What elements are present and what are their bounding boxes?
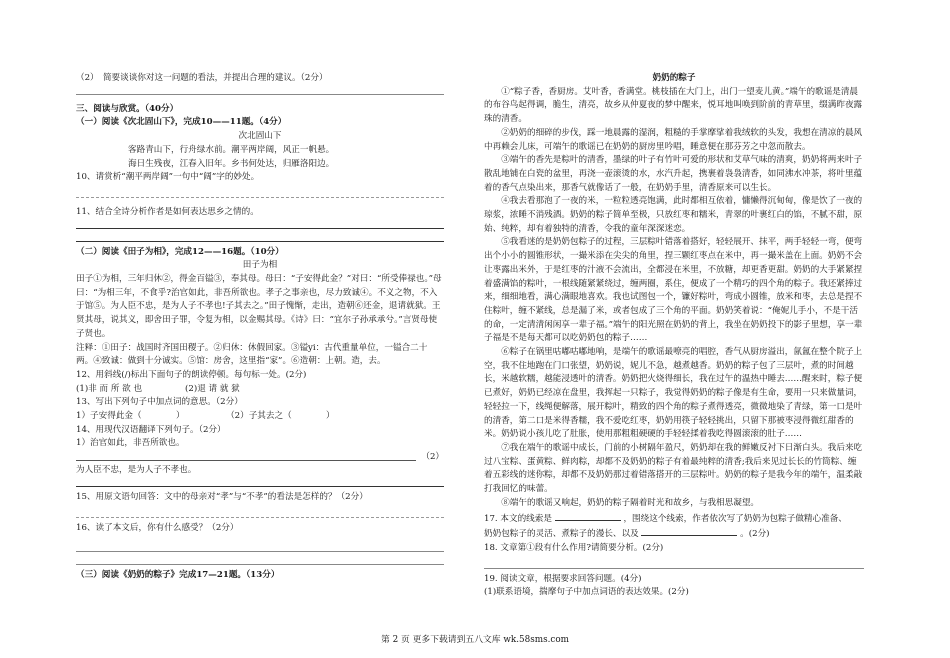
poem-line-2: 海日生残夜，江春入旧年。乡书何处达，归雁洛阳边。 [128,158,335,169]
passage-para-1: ①“粽子香，香厨房。艾叶香，香满堂。桃枝插在大门上，出门一望麦儿黄。”端午的歌谣是清晨的布谷鸟起得调，脆生，清亮，故乡从仲夏夜的梦中醒来，悦耳地叫唤到阶前的青草里，缀满昨夜露珠的清香。 [484,86,863,125]
question-17-text: 17. 本文的线索是 [484,513,552,524]
answer-line [76,486,444,487]
passage-para-7: ⑦我在端午的歌谣中成长，门前的小树隔年盈尺，奶奶却在我的鲜嫩反衬下日渐白头。我后来吃过八宝粽、蛋黄粽、鲜肉粽，却都不及奶奶的粽子有着最纯粹的清香;我后来见过长长的竹筒粽、缠着五彩线的迷你粽，却都不及奶奶那过着错落搭开的三层粽叶。奶奶的粽子是我今年的端午，温柔敲打我回忆的味蕾。 [484,442,863,495]
answer-line [76,460,416,461]
passage-para-2: ②奶奶的细碎的步伐，踩一地晨露的湿润，粗糙的手掌摩挲着我绒软的头发，我想在清凉的晨风中再赖会儿床，可端午的歌谣已在奶奶的厨房里吟唱，睡意便在那芬芳之中忽而散去。 [484,127,863,152]
right-column [484,72,864,600]
question-19-sub: (1)联系语境，揣摩句子中加点词语的表达效果。(2分) [484,587,689,598]
question-18: 18. 文章第①段有什么作用?请简要分析。(2分) [484,542,664,553]
question-13-items [76,410,444,424]
question-13: 13、写出下列句子中加点词的意思。（2分） [76,397,243,408]
page-footer: 第 2 页 更多下载请到五八文库 wk.58sms.com [381,635,569,645]
section-3-2-title: （二）阅读《田子为相》，完成12——16题。（10分） [76,246,284,257]
section-3-1-title: （一）阅读《次北固山下》，完成10——11题。（4分） [76,117,287,128]
question-12-items: (1)非 而 所 欲 也 (2)退 请 就 狱 [76,383,240,394]
question-14-item-1: 1）治官如此，非吾所欲也。 [76,438,185,449]
passage-title-zongzi: 奶奶的粽子 [652,73,696,83]
question-17-blank-1 [555,511,621,521]
passage-tianzi: 田子①为相，三年归休②，得金百镒③，奉其母。母曰：“子安得此金？”对曰：“所受俸禄也。”母曰：“为相三年，不食乎?治官如此，非吾所欲也。孝子之事亲也，尽力致诚④。不义之物，不入于馆⑤。为人臣不忠，是为人子不孝也!子其去之。”田子愧惭，走出，造朝⑥还金，退请就狱。王贤其母，说其义，即舍田子罪，令复为相，以金赐其母。《诗》曰：“宜尔子孙承承兮。”言贤母使子贤也。 [76,274,442,339]
left-column [76,72,444,583]
poem-title: 次北固山下 [238,131,282,142]
passage-para-6: ⑥粽子在锅里咕嘟咕嘟地响，是端午的歌谣最嘹亮的唱腔，香气从厨房溢出，氤氲在整个院子上空，我不住地跑在门口张望，奶奶说，妮儿不急，越煮越香。奶奶的粽子包了三层叶，煮的时间越长，米越软糯，越能浸透叶的清香。奶奶把火烧得细长，我在过午的温热中睡去……醒来时，粽子便已煮好，奶奶已经凉在盘里，我挥起一只粽子，我觉得奶奶的粽子像是有生命，要用一只来做量词，轻轻拉一下，线绳便解落，展开粽叶，精致的四个角的粽子煮得透亮，微微地染了青绿，第一口是叶的清香，第二口是米得香糯，我不爱吃红枣，奶奶用筷子轻轻挑出，只留下那被枣浸得微红甜香的米。奶奶说小孩儿吃了肚胀，使用那粗粗硬硬的手轻轻揉着我吃得圆滚滚的肚子…… [484,347,863,440]
passage-para-8: ⑧端午的歌谣又响起，奶奶的粽子隔着时光和故乡，与我相思凝望。 [501,497,760,508]
answer-row [76,451,444,464]
question-19: 19. 阅读文章，根据要求回答问题。(4分) [484,573,642,584]
question-17-line-2-text: 奶奶包粽子的灵活、煮粽子的漫长、以及 [484,529,639,540]
question-15: 15、用原文语句回答：文中的母亲对“孝”与“不孝”的看法是怎样的？（2分） [76,491,368,502]
question-16: 16、读了本文后，你有什么感受？（2分） [76,522,239,533]
answer-line [76,517,444,518]
question-10: 10、请赏析“潮平两岸阔”一句中“阔”字的妙处。 [76,172,260,183]
question-17-blank-2 [641,526,737,536]
passage-para-4: ④我去看那泡了一夜的米，一粒粒透亮饱满，此时都相互依着，慵懒得沉甸甸，像是饮了一夜的琼浆，浓睡不消残酒。奶奶的粽子简单至极，只放红枣和糯米，青翠的叶裹红白的馅，不腻不甜，原始、纯粹，却有着独特的清香，令我的童年深深迷恋。 [484,196,863,234]
passage-notes: 注释：①田子：战国时齐国田稷子。②归休：休假回家。③镒yi：古代重量单位，一镒合二十两。④致诚：做到十分诚实。⑤馆：房舍，这里指“家”。⑥造朝：上朝。造，去。 [76,342,428,367]
question-17-mid: ，围绕这个线索，作者依次写了奶奶为包粽子做精心准备、 [623,513,847,524]
passage-para-3: ③端午的香先是粽叶的清香，墨绿的叶子有竹叶可爱的形状和艾草气味的清爽，奶奶将两来叶子散乱地铺在白瓷的盆里，再浇一壶滚烫的水，水汽升起，携裹着袅袅清香，如同沸水冲茶，将叶里蕴着的香气点染出来，那香气就像话了一般，在奶奶手里，清香原来可以生长。 [484,155,863,193]
section-3-title: 三、阅读与欣赏。（40分） [76,103,179,114]
question-14-item-2: 为人臣不忠，是为人子不孝也。 [76,465,197,476]
answer-line [484,568,864,569]
answer-line [76,241,444,242]
passage-title-tianzi: 田子为相 [242,260,278,271]
question-17-line-2 [484,526,864,542]
poem-line-1: 客路青山下，行舟绿水前。潮平两岸阔，风正一帆悬。 [128,144,335,155]
answer-line [76,564,444,565]
question-14-mark: （2） [421,452,444,463]
question-2-text: （2） 简要谈谈你对这一问题的看法，并提出合理的建议。（2分） [76,73,328,83]
question-17-end: 。(2分) [740,529,770,540]
question-13-item-1: 1）子安得此金（ ） [76,411,185,422]
question-12: 12、用斜线(/)标出下面句子的朗读停顿。每句标一处。(2分) [76,369,307,380]
question-13-item-2: （2）子其去之（ ） [226,411,335,422]
answer-line [76,228,444,229]
answer-line [76,551,444,552]
answer-line [76,94,444,95]
passage-para-5: ⑤我看迷的是奶奶包粽子的过程，三层粽叶错落着搭好，轻轻展开、抹平，两手轻轻一弯，便弯出个小小的圆锥形状，一撮米添在尖尖的角里，捏三颗红枣点在米中，再一撮米盖在上面。奶奶不会让枣露出米外，于是红枣的汁液不会流出，全都浸在米里，不放糖，却更香更甜。奶奶的大手紧紧捏着盛满馅的粽叶，一根线随紧紧绕过，缠两圈，系住，便成了一个精巧的四个角的粽子。我还紧捧过来，细细地看，满心满眼地喜欢。我也试图包一个，镰好粽叶，弯成小圆锥，放米和枣，去总是捏不住粽叶，缠不紧线，总是漏了米，或者包成了三个角的平面。奶奶笑着说：“俺妮儿手小，不是干活的命，一定清清闲闲享一辈子福。”端午的阳光照在奶奶的背上，我坐在奶奶投下的影子里想，享一辈子福是不是每天都可以吃奶奶包的粽子…… [484,237,863,344]
section-3-3-title: （三）阅读《奶奶的粽子》完成17—21题。（13分） [76,570,280,581]
question-17 [484,511,864,527]
answer-line [76,197,444,198]
question-11: 11、结合全诗分析作者是如何表达思乡之情的。 [76,206,259,217]
question-14: 14、用现代汉语翻译下列句子。（2分） [76,424,226,435]
